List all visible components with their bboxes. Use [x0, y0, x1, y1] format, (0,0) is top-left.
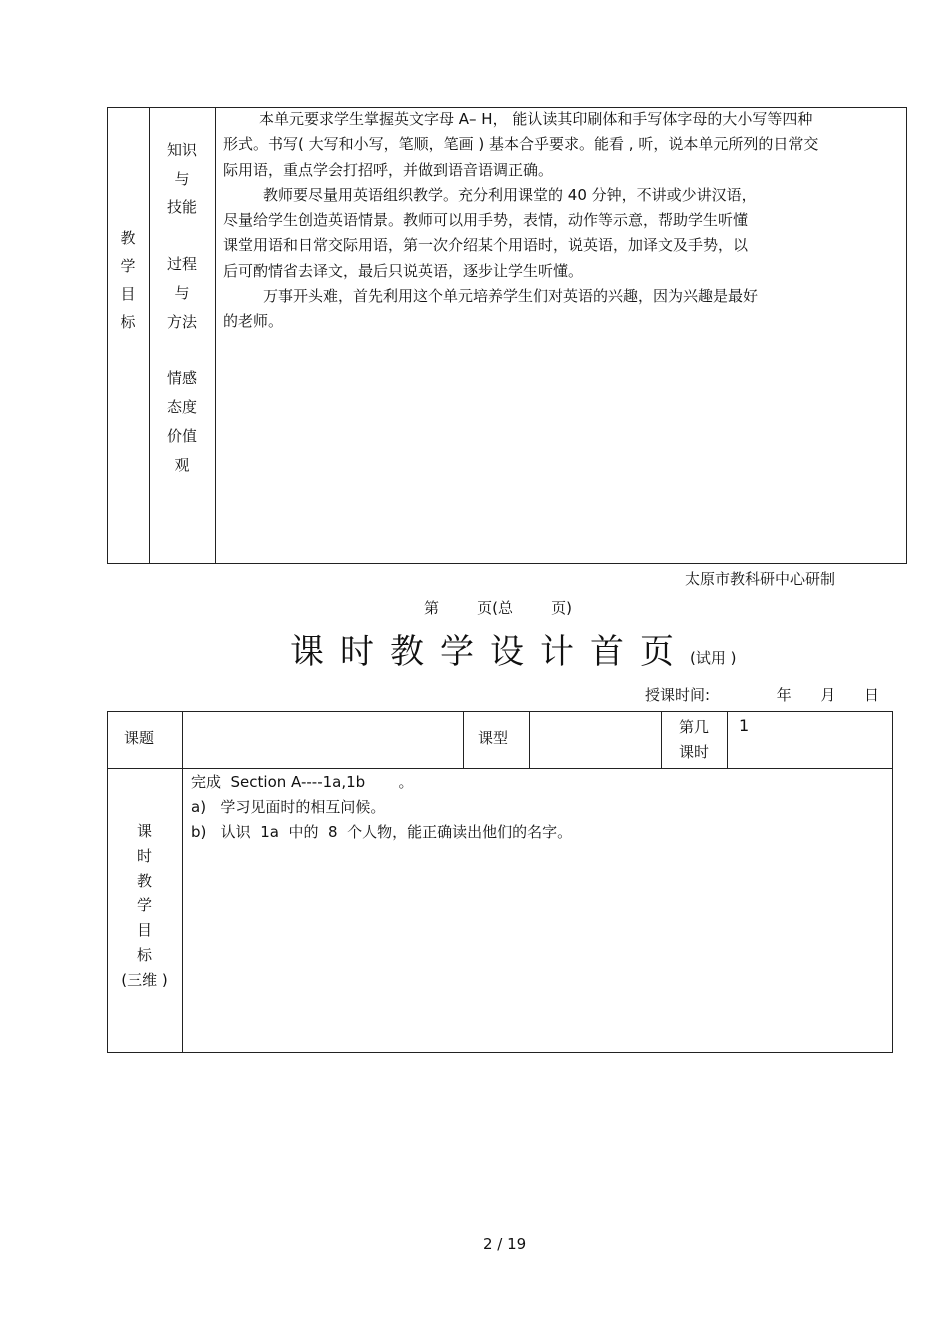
- process-method-label: 过程 与 方法: [166, 255, 197, 331]
- form-title-note: (试用 ): [690, 649, 737, 667]
- page-counter: 第 页(总 页): [424, 599, 572, 617]
- paragraph-line: 本单元要求学生掌握英文字母 A– H， 能认读其印刷体和手写体字母的大小写等四种: [259, 110, 813, 128]
- paragraph-line: 尽量给学生创造英语情景。教师可以用手势，表情，动作等示意，帮助学生听懂: [223, 211, 749, 230]
- paragraph-line: 课堂用语和日常交际用语，第一次介绍某个用语时，说英语，加译文及手势，以: [223, 236, 749, 255]
- knowledge-skills-label: 知识 与 技能: [166, 141, 197, 216]
- lesson-time: 授课时间: 年 月 日: [645, 686, 880, 704]
- paragraph-line: 际用语，重点学会打招呼，并做到语音语调正确。: [223, 160, 554, 179]
- paragraph-line: 后可酌情省去译文，最后只说英语，逐步让学生听懂。: [223, 261, 584, 280]
- period-label: 第几 课时: [678, 718, 709, 761]
- objective-line: a) 学习见面时的相互问候。: [191, 798, 386, 816]
- objectives-paragraph: [223, 107, 903, 335]
- paragraph-line: 形式。书写( 大写和小写，笔顺，笔画 ) 基本合乎要求。能看 , 听，说本单元所列的日常交: [223, 135, 819, 154]
- emotion-attitude-values-label: 情感 态度 价值 观: [166, 369, 197, 474]
- lesson-type-label: 课型: [478, 729, 509, 747]
- lesson-objectives-content: [191, 770, 572, 845]
- objective-line: 完成 Section A----1a,1b 。: [191, 773, 414, 791]
- lesson-objectives-label: 课 时 教 学 目 标 (三维 ): [121, 822, 168, 989]
- paragraph-line: 的老师。: [223, 312, 284, 331]
- period-value: 1: [739, 716, 750, 735]
- paragraph-line: 教师要尽量用英语组织教学。充分利用课堂的 40 分钟，不讲或少讲汉语，: [263, 185, 757, 204]
- form-title: 课时教学设计首页(试用 ): [290, 632, 737, 672]
- objective-line: b) 认识 1a 中的 8 个人物，能正确读出他们的名字。: [191, 823, 573, 841]
- paragraph-line: 万事开头难，首先利用这个单元培养学生们对英语的兴趣，因为兴趣是最好: [263, 287, 759, 306]
- page-number: 2 / 19: [483, 1235, 527, 1253]
- org-footer: 太原市教科研中心研制: [685, 570, 836, 588]
- teaching-objectives-label: 教 学 目 标: [120, 229, 136, 331]
- topic-label: 课题: [124, 729, 155, 747]
